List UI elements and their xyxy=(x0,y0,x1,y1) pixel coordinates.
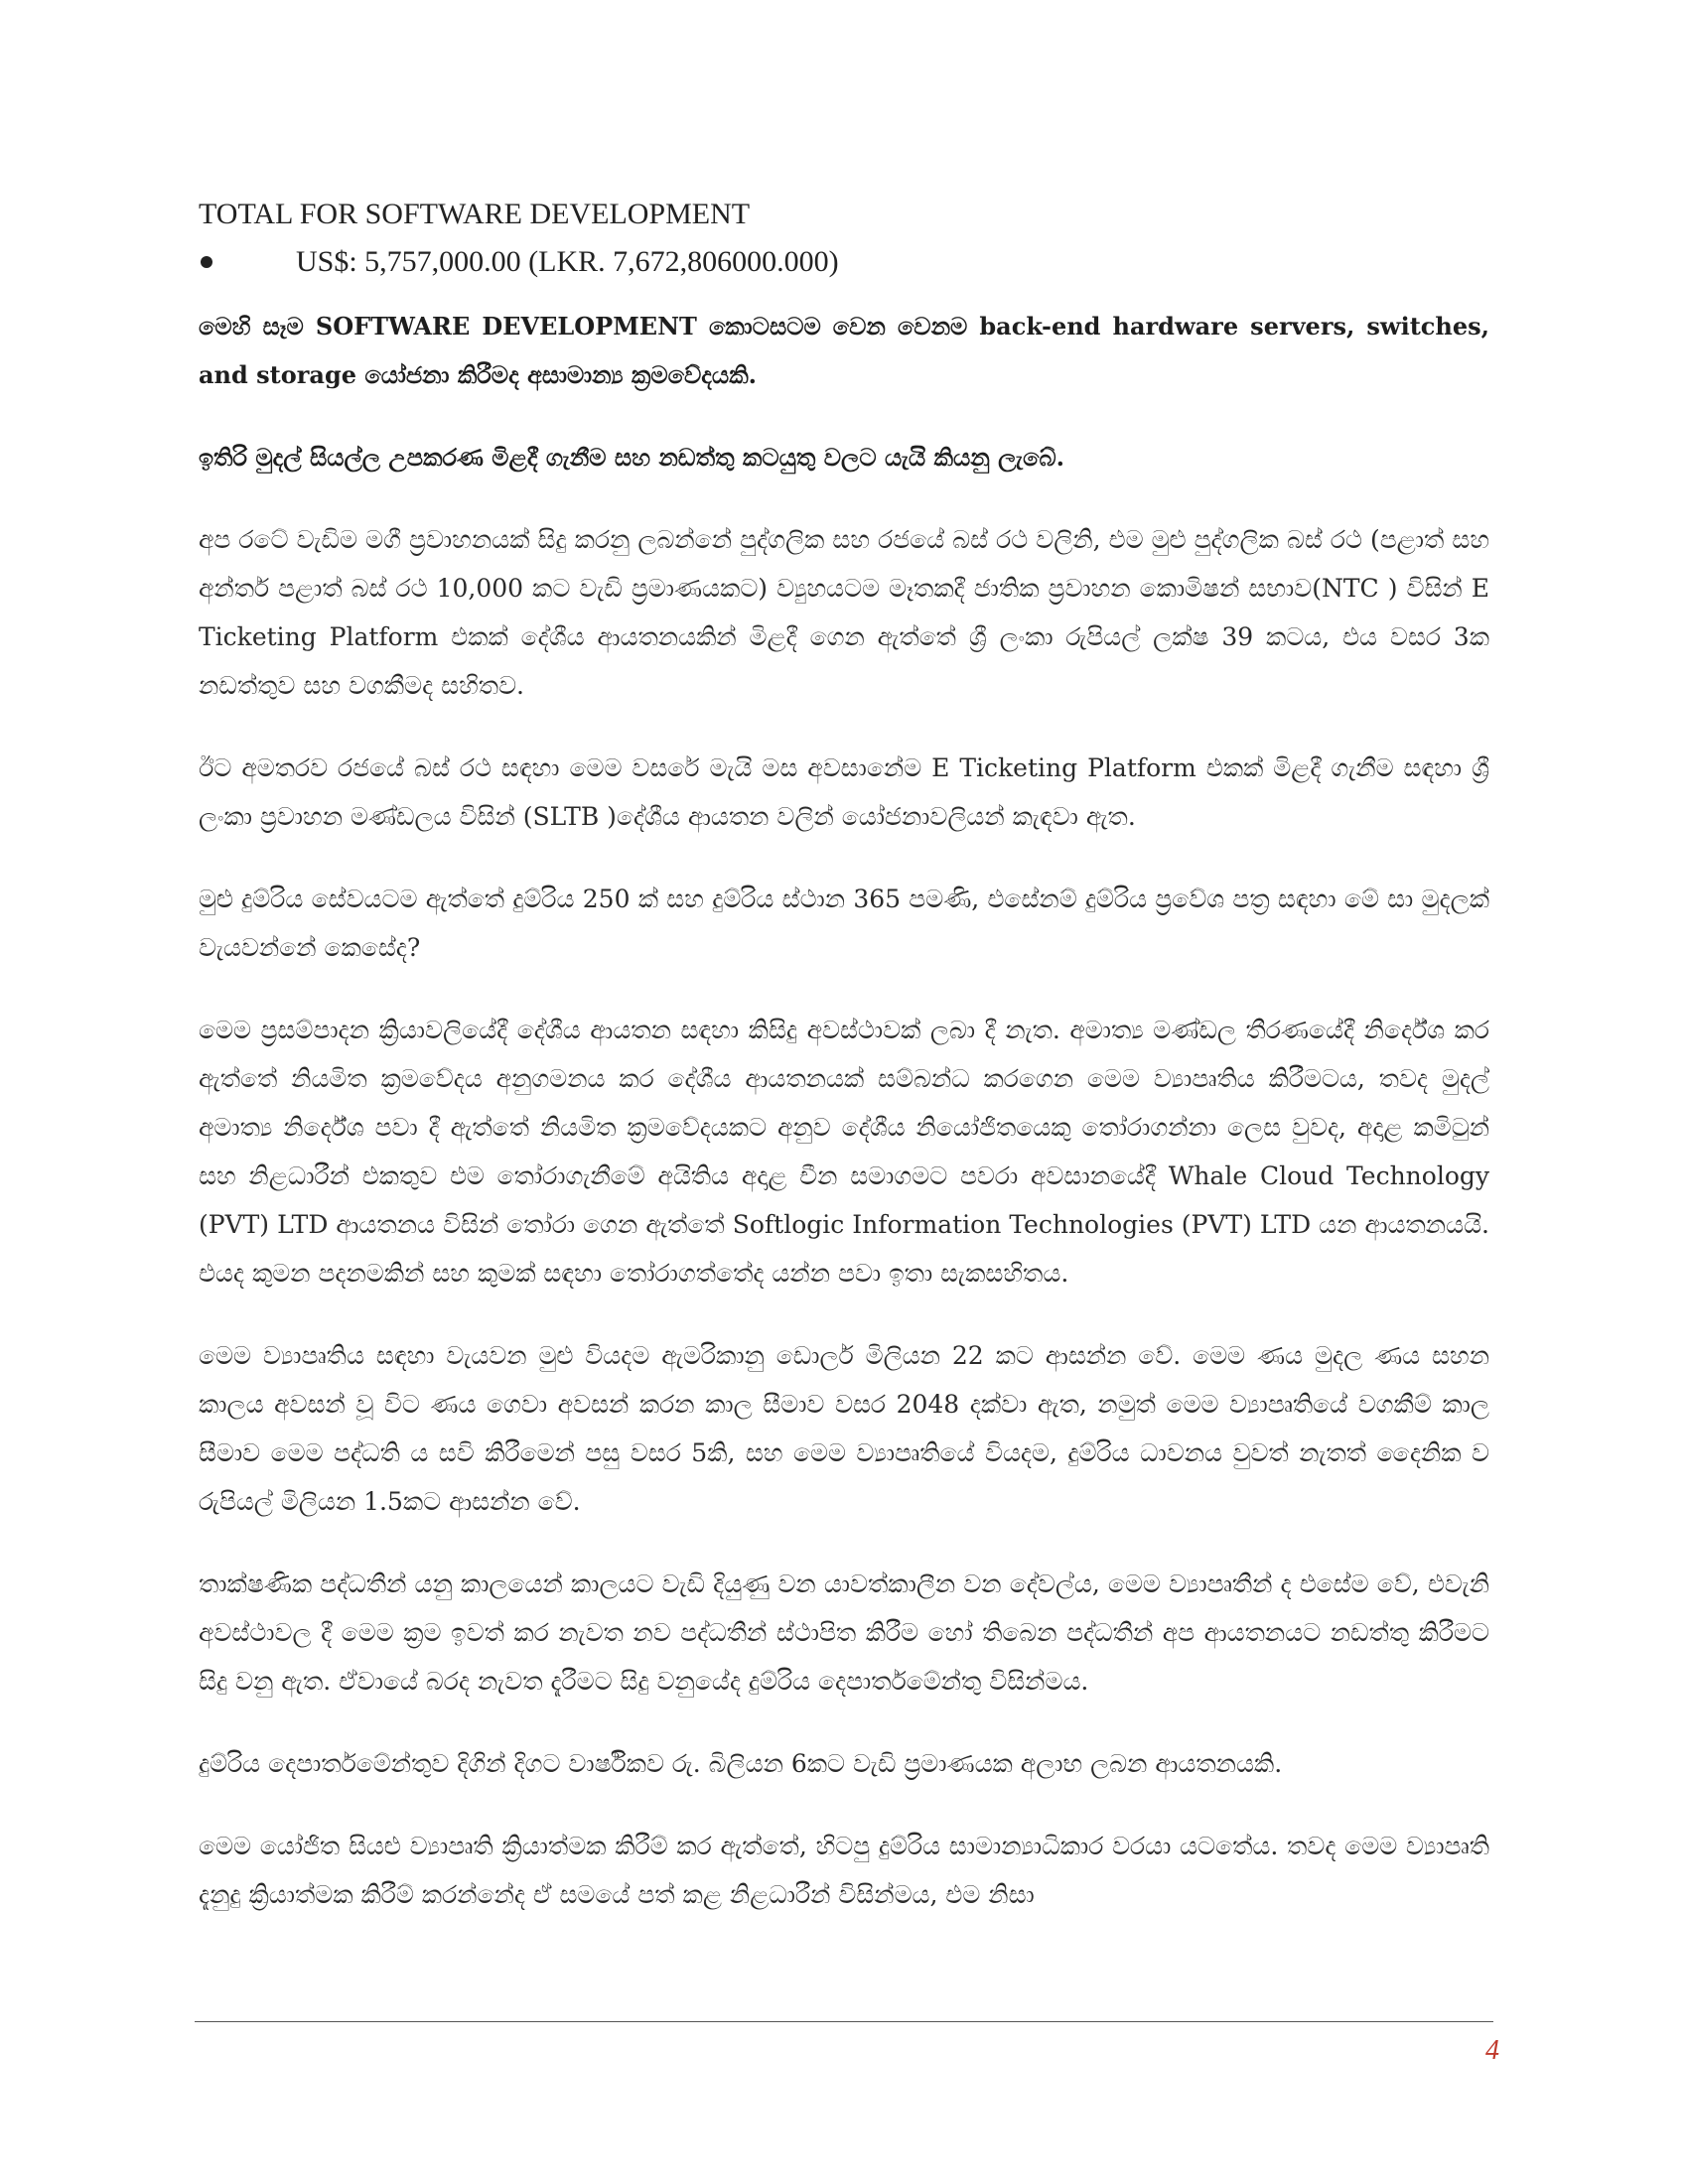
bullet-dot-icon xyxy=(201,256,212,268)
paragraph-4: ඊට අමතරව රජයේ බස් රථ සඳහා මෙම වසරේ මැයි මස අවසානේම E Ticketing Platform එකක් මිළදී ගැනීම සඳහා ශ්‍රී ලංකා ප්‍රවාහන මණ්ඩලය විසින් (SLTB )දේශීය ආයතන වලින් යෝජනාවලියන් කැඳවා ඇත. xyxy=(199,753,1489,831)
paragraph-3: අප රටේ වැඩිම මගී ප්‍රවාහනයක් සිදු කරනු ලබන්නේ පුද්ගලික සහ රජයේ බස් රථ වලිනි, එම මුළු පුද්ගලික බස් රථ (පළාත් සහ අන්තර් පළාත් බස් රථ 10,000 කට වැඩි ප්‍රමාණයකට) ව්‍යුහයටම මෑතකදී ජාතික ප්‍රවාහන කොමිෂන් සභාව(NTC ) විසින් E Ticketing Platform එකක් දේශීය ආයතනයකින් මිළදී ගෙන ඇත්තේ ශ්‍රී ලංකා රුපියල් ලක්ෂ 39 කටය, එය වසර 3ක නඩත්තුව සහ වගකීමද සහිතව. xyxy=(199,525,1489,700)
paragraph-7: මෙම ව්‍යාපෘතිය සඳහා වැයවන මුළු වියදම ඇමරිකානු ඩොලර් මිලියන 22 කට ආසන්න වේ. මෙම ණය මුදල ණය සහන කාලය අවසන් වූ විට ණය ගෙවා අවසන් කරන කාල සීමාව වසර 2048 දක්වා ඇත, නමුත් මෙම ව්‍යාපෘතියේ වගකීම් කාල සීමාව මෙම පද්ධති ය සවි කිරීමෙන් පසු වසර 5කි, සහ මෙම ව්‍යාපෘතියේ වියදම, දුම්රිය ධාවනය වුවත් නැතත් දෛනික ව රුපියල් මිලියන 1.5කට ආසන්න වේ. xyxy=(199,1341,1489,1516)
page-number: 4 xyxy=(1485,2035,1499,2066)
section-heading: TOTAL FOR SOFTWARE DEVELOPMENT xyxy=(199,198,751,230)
paragraph-bold-2: ඉතිරි මුදල් සියල්ල උපකරණ මිළදී ගැනීම සහ නඩත්තු කටයුතු වලට යැයි කියනු ලැබේ. xyxy=(199,443,1064,472)
paragraph-5: මුළු දුම්රිය සේවයටම ඇත්තේ දුම්රිය 250 ක් සහ දුම්රිය ස්ථාන 365 පමණි, එසේනම් දුම්රිය ප්‍රවේශ පත්‍ර සඳහා මේ සා මුදලක් වැයවන්නේ කෙසේද? xyxy=(199,885,1489,962)
bullet-item xyxy=(199,242,1489,282)
paragraph-6: මෙම ප්‍රසම්පාදන ක්‍රියාවලියේදී දේශීය ආයතන සඳහා කිසිදු අවස්ථාවක් ලබා දී නැත. අමාත්‍ය මණ්ඩල තීරණයේදී නිර්දේශ කර ඇත්තේ නියමිත ක්‍රමවේදය අනුගමනය කර දේශීය ආයතනයක් සම්බන්ධ කරගෙන මෙම ව්‍යාපෘතිය කිරීමටය, තවද මුදල් අමාත්‍ය නිර්දේශ පවා දී ඇත්තේ නියමිත ක්‍රමවේදයකට අනුව දේශීය නියෝජිතයෙකු තෝරාගන්නා ලෙස වුවද, අදාළ කමිටුන් සහ නිළධාරීන් එකතුව එම තෝරාගැනීමේ අයිතිය අදාළ චීන සමාගමට පවරා අවසානයේදී Whale Cloud Technology (PVT) LTD ආයතනය විසින් තෝරා ගෙන ඇත්තේ Softlogic Information Technologies (PVT) LTD යන ආයතනයයි. එයද කුමන පදනමකින් සහ කුමක් සඳහා තෝරාගත්තේද යන්න පවා ඉතා සැකසහිතය. xyxy=(199,1016,1489,1288)
paragraph-8: තාක්ෂණික පද්ධතීන් යනු කාලයෙන් කාලයට වැඩි දියුණු වන යාවත්කාලීන වන දේවල්ය, මෙම ව්‍යාපෘතීන් ද එසේම වේ, එවැනි අවස්ථාවල දී මෙම ක්‍රම ඉවත් කර නැවත නව පද්ධතීන් ස්ථාපිත කිරීම හෝ තිබෙන පද්ධතීන් අප ආයතනයට නඩත්තු කිරීමට සිදු වනු ඇත. ඒවායේ බරද නැවත දැරීමට සිදු වනුයේද දුම්රිය දෙපාර්තමේන්තු විසින්මය. xyxy=(199,1570,1489,1696)
paragraph-bold-1: මෙහි සෑම SOFTWARE DEVELOPMENT කොටසටම වෙන වෙනම back-end hardware servers, switches, and storage යෝජනා කිරීමද අසාමාන්‍ය ක්‍රමවේදයකි. xyxy=(199,312,1489,389)
bullet-text: US$: 5,757,000.00 (LKR. 7,672,806000.000) xyxy=(296,245,839,278)
paragraph-9: දුම්රිය දෙපාර්තමේන්තුව දිගින් දිගට වාර්ෂිකව රු. බිලියන 6කට වැඩි ප්‍රමාණයක අලාභ ලබන ආයතනයකි. xyxy=(199,1749,1283,1778)
page-content xyxy=(199,195,1489,1953)
footer-rule xyxy=(195,2021,1493,2022)
paragraph-10: මෙම යෝජිත සියළු ව්‍යාපෘති ක්‍රියාත්මක කිරීම් කර ඇත්තේ, හිටපු දුම්රිය සාමාන්‍යාධිකාර වරයා යටතේය. තවද මෙම ව්‍යාපෘති දැනුදු ක්‍රියාත්මක කිරීම් කරන්නේද ඒ සමයේ පත් කළ නිළධාරීන් විසින්මය, එම නිසා xyxy=(199,1832,1489,1909)
